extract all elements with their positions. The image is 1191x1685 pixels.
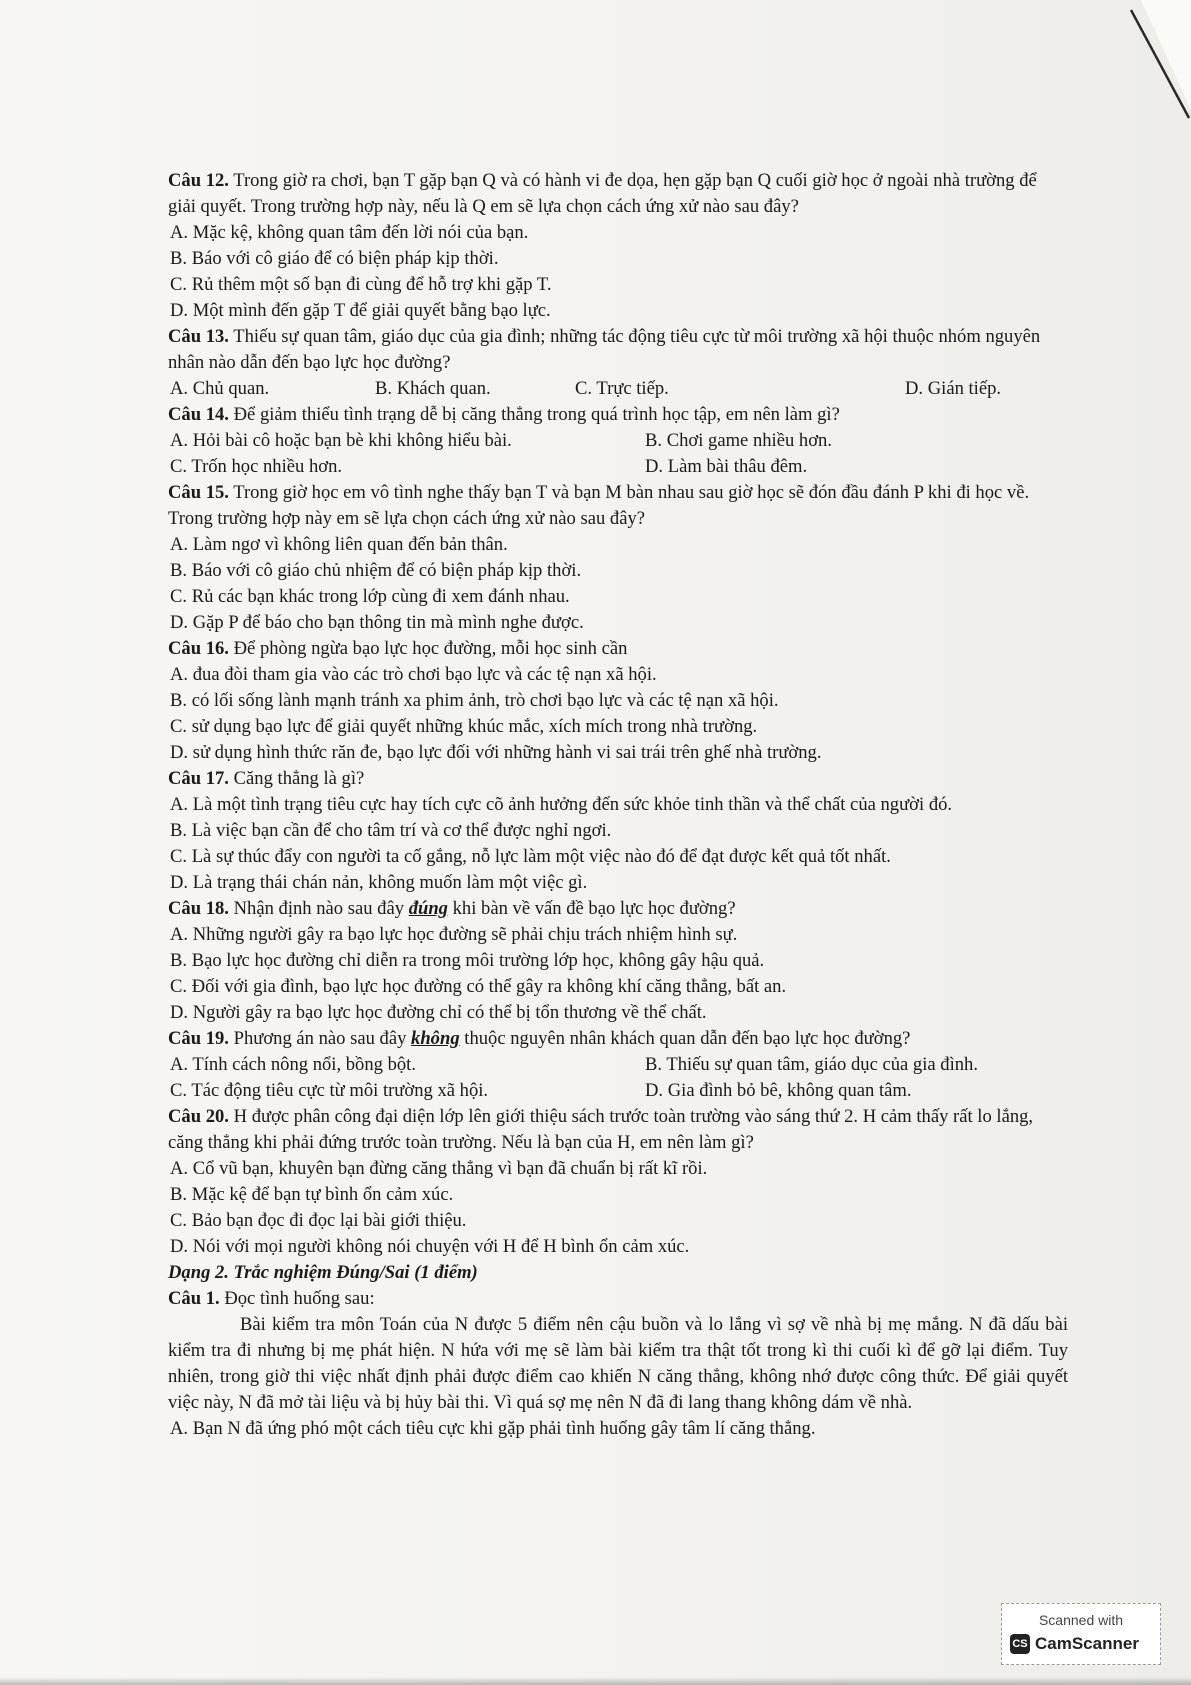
option-18d: D. Người gây ra bạo lực học đường chỉ có thể bị tổn thương về thể chất. — [170, 1002, 707, 1023]
options-14-row2 — [168, 454, 1068, 480]
option-20d: D. Nói với mọi người không nói chuyện với H để H bình ổn cảm xúc. — [170, 1236, 690, 1257]
option-18c: C. Đối với gia đình, bạo lực học đường có thể gây ra không khí căng thẳng, bất an. — [170, 976, 787, 997]
question-15: Câu 15. Trong giờ học em vô tình nghe thấy bạn T và bạn M bàn nhau sau giờ học sẽ đón đầu đánh P khi đi học về. Trong trường hợp này em sẽ lựa chọn cách ứng xử nào sau đây? — [168, 482, 1030, 529]
exam-content — [168, 168, 1068, 1442]
camscanner-watermark — [1001, 1603, 1161, 1665]
question-18: Câu 18. Nhận định nào sau đây đúng khi bàn về vấn đề bạo lực học đường? — [168, 898, 736, 919]
option-17b: B. Là việc bạn cần để cho tâm trí và cơ thể được nghỉ ngơi. — [170, 820, 612, 841]
option-20a: A. Cổ vũ bạn, khuyên bạn đừng căng thẳng vì bạn đã chuẩn bị rất kĩ rồi. — [170, 1158, 708, 1179]
option-12b: B. Báo với cô giáo để có biện pháp kịp thời. — [170, 248, 499, 269]
option-19b: B. Thiếu sự quan tâm, giáo dục của gia đình. — [645, 1054, 978, 1075]
emphasis-khong: không — [411, 1028, 460, 1049]
watermark-caption: Scanned with — [1038, 1612, 1124, 1628]
option-17c: C. Là sự thúc đẩy con người ta cố gắng, nỗ lực làm một việc nào đó để đạt được kết quả tốt nhất. — [170, 846, 891, 867]
page-corner-fold — [1081, 0, 1191, 150]
statement-a: A. Bạn N đã ứng phó một cách tiêu cực khi gặp phải tình huống gây tâm lí căng thẳng. — [170, 1418, 816, 1439]
option-13c: C. Trực tiếp. — [575, 378, 669, 399]
page-bottom-edge — [0, 1677, 1191, 1685]
option-20c: C. Bảo bạn đọc đi đọc lại bài giới thiệu. — [170, 1210, 467, 1231]
option-13d: D. Gián tiếp. — [905, 378, 1002, 399]
option-13a: A. Chủ quan. — [170, 378, 270, 399]
option-17d: D. Là trạng thái chán nản, không muốn làm một việc gì. — [170, 872, 588, 893]
option-18b: B. Bạo lực học đường chỉ diễn ra trong môi trường lớp học, không gây hậu quả. — [170, 950, 765, 971]
option-13b: B. Khách quan. — [375, 378, 491, 399]
section-2-title: Dạng 2. Trắc nghiệm Đúng/Sai (1 điểm) — [168, 1262, 478, 1283]
option-14d: D. Làm bài thâu đêm. — [645, 456, 808, 477]
option-12d: D. Một mình đến gặp T để giải quyết bằng bạo lực. — [170, 300, 551, 321]
option-20b: B. Mặc kệ để bạn tự bình ổn cảm xúc. — [170, 1184, 454, 1205]
question-19: Câu 19. Phương án nào sau đây không thuộc nguyên nhân khách quan dẫn đến bạo lực học đường? — [168, 1028, 911, 1049]
option-15d: D. Gặp P để báo cho bạn thông tin mà mình nghe được. — [170, 612, 584, 633]
options-19-row2 — [168, 1078, 1068, 1104]
question-14: Câu 14. Để giảm thiểu tình trạng dễ bị căng thẳng trong quá trình học tập, em nên làm gì? — [168, 404, 840, 425]
option-16a: A. đua đòi tham gia vào các trò chơi bạo lực và các tệ nạn xã hội. — [170, 664, 657, 685]
watermark-name: CamScanner — [1035, 1634, 1139, 1653]
option-18a: A. Những người gây ra bạo lực học đường sẽ phải chịu trách nhiệm hình sự. — [170, 924, 738, 945]
options-13 — [168, 376, 1068, 402]
question-20: Câu 20. H được phân công đại diện lớp lên giới thiệu sách trước toàn trường vào sáng thứ 2. H cảm thấy rất lo lắng, căng thẳng khi phải đứng trước toàn trường. Nếu là bạn của H, em nên làm gì? — [168, 1106, 1034, 1153]
question-17: Câu 17. Căng thẳng là gì? — [168, 768, 365, 789]
option-12a: A. Mặc kệ, không quan tâm đến lời nói của bạn. — [170, 222, 529, 243]
situation-passage: Bài kiểm tra môn Toán của N được 5 điểm nên cậu buồn và lo lắng vì sợ về nhà bị mẹ mắng. N đã dấu bài kiểm tra đi nhưng bị mẹ phát hiện. N hứa với mẹ sẽ làm bài kiểm tra thật tốt trong kì thi cuối kì để gỡ lại điểm. Tuy nhiên, trong giờ thi việc nhất định phải được điểm cao khiến N căng thẳng, không nhớ được công thức. Để giải quyết việc này, N đã mở tài liệu và bị hủy bài thi. Vì quá sợ mẹ nên N đã đi lang thang không dám về nhà. — [168, 1314, 1068, 1413]
options-14-row1 — [168, 428, 1068, 454]
option-19c: C. Tác động tiêu cực từ môi trường xã hội. — [170, 1080, 489, 1101]
option-14a: A. Hỏi bài cô hoặc bạn bè khi không hiểu bài. — [170, 430, 512, 451]
option-12c: C. Rủ thêm một số bạn đi cùng để hỗ trợ khi gặp T. — [170, 274, 552, 295]
option-14c: C. Trốn học nhiều hơn. — [170, 456, 343, 477]
option-15b: B. Báo với cô giáo chủ nhiệm để có biện pháp kịp thời. — [170, 560, 582, 581]
watermark-brand — [1010, 1634, 1139, 1654]
emphasis-dung: đúng — [408, 898, 448, 919]
question-12: Câu 12. Trong giờ ra chơi, bạn T gặp bạn Q và có hành vi đe dọa, hẹn gặp bạn Q cuối giờ học ở ngoài nhà trường để giải quyết. Trong trường hợp này, nếu là Q em sẽ lựa chọn cách ứng xử nào sau đây? — [168, 170, 1037, 217]
option-15c: C. Rủ các bạn khác trong lớp cùng đi xem đánh nhau. — [170, 586, 570, 607]
options-19-row1 — [168, 1052, 1068, 1078]
section-2-question-1: Câu 1. Đọc tình huống sau: — [168, 1288, 375, 1309]
option-16c: C. sử dụng bạo lực để giải quyết những khúc mắc, xích mích trong nhà trường. — [170, 716, 758, 737]
option-16b: B. có lối sống lành mạnh tránh xa phim ảnh, trò chơi bạo lực và các tệ nạn xã hội. — [170, 690, 779, 711]
question-13: Câu 13. Thiếu sự quan tâm, giáo dục của gia đình; những tác động tiêu cực từ môi trường xã hội thuộc nhóm nguyên nhân nào dẫn đến bạo lực học đường? — [168, 326, 1041, 373]
camscanner-logo-icon: CS — [1010, 1634, 1030, 1654]
option-19d: D. Gia đình bỏ bê, không quan tâm. — [645, 1080, 912, 1101]
option-15a: A. Làm ngơ vì không liên quan đến bản thân. — [170, 534, 508, 555]
question-16: Câu 16. Để phòng ngừa bạo lực học đường, mỗi học sinh cần — [168, 638, 628, 659]
option-19a: A. Tính cách nông nổi, bồng bột. — [170, 1054, 416, 1075]
option-17a: A. Là một tình trạng tiêu cực hay tích cực cõ ảnh hưởng đến sức khỏe tinh thần và thể chất của người đó. — [170, 794, 953, 815]
option-14b: B. Chơi game nhiều hơn. — [645, 430, 832, 451]
option-16d: D. sử dụng hình thức răn đe, bạo lực đối với những hành vi sai trái trên ghế nhà trường. — [170, 742, 822, 763]
